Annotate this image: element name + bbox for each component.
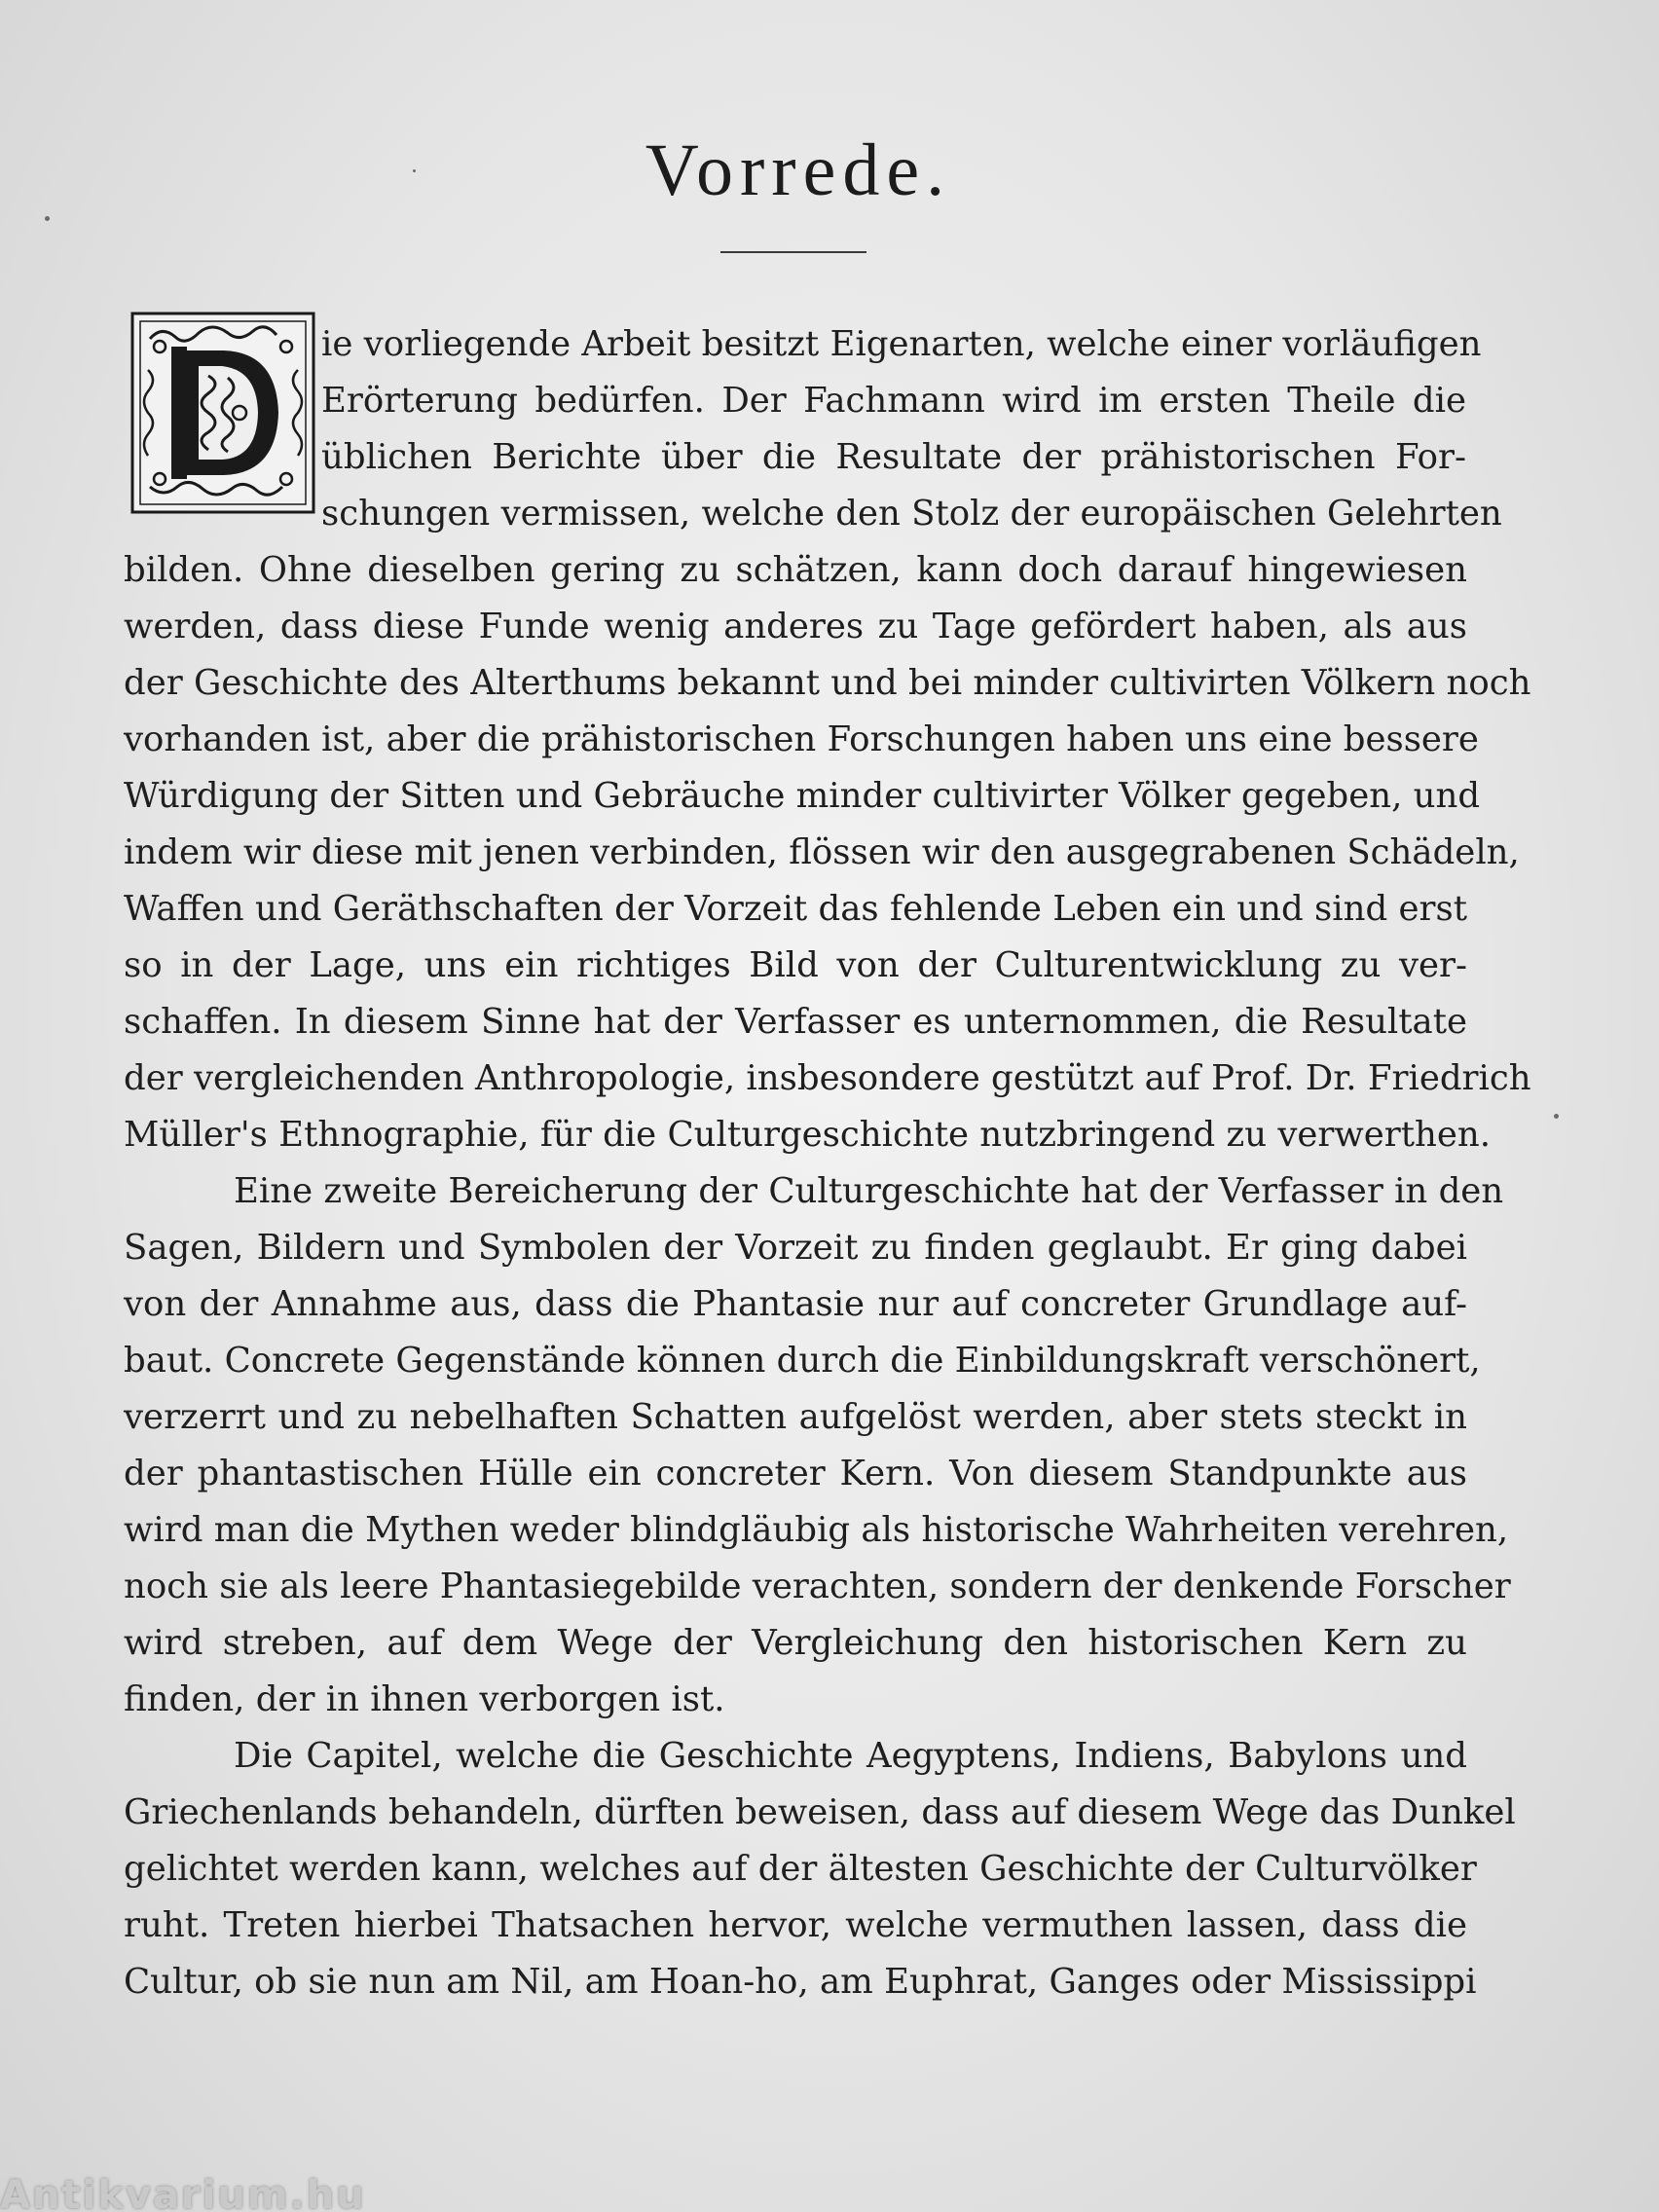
text-line: schaffen. In diesem Sinne hat der Verfasser es unternommen, die Resultate (124, 1002, 1467, 1042)
text-line: ie vorliegende Arbeit besitzt Eigenarten, welche einer vorläufigen (321, 324, 1482, 364)
text-line: bilden. Ohne dieselben gering zu schätzen, kann doch darauf hingewiesen (124, 550, 1467, 590)
text-line: Erörterung bedürfen. Der Fachmann wird im ersten Theile die (321, 381, 1466, 421)
text-line: üblichen Berichte über die Resultate der prähistorischen For- (321, 437, 1466, 477)
text-line: baut. Concrete Gegenstände können durch die Einbildungskraft verschönert, (124, 1341, 1481, 1381)
text-line: vorhanden ist, aber die prähistorischen Forschungen haben uns eine bessere (124, 719, 1479, 759)
text-line: Würdigung der Sitten und Gebräuche minder cultivirter Völker gegeben, und (124, 776, 1481, 816)
text-line: so in der Lage, uns ein richtiges Bild von der Culturentwicklung zu ver- (124, 945, 1467, 985)
text-line: Cultur, ob sie nun am Nil, am Hoan-ho, am Euphrat, Ganges oder Mississippi (124, 1962, 1477, 2002)
text-line: Sagen, Bildern und Symbolen der Vorzeit zu finden geglaubt. Er ging dabei (124, 1228, 1467, 1268)
text-line: von der Annahme aus, dass die Phantasie nur auf concreter Grundlage auf- (124, 1284, 1467, 1324)
text-line: ruht. Treten hierbei Thatsachen hervor, welche vermuthen lassen, dass die (124, 1905, 1467, 1945)
text-line: wird man die Mythen weder blindgläubig als historische Wahrheiten verehren, (124, 1510, 1509, 1550)
text-line: Die Capitel, welche die Geschichte Aegyptens, Indiens, Babylons und (234, 1736, 1467, 1776)
text-line: Eine zweite Bereicherung der Culturgeschichte hat der Verfasser in den (234, 1171, 1504, 1211)
text-line: der Geschichte des Alterthums bekannt und bei minder cultivirten Völkern noch (124, 663, 1531, 703)
text-line: schungen vermissen, welche den Stolz der europäischen Gelehrten (321, 494, 1502, 534)
watermark-text: Antikvarium.hu (0, 2173, 366, 2212)
text-line: Waffen und Geräthschaften der Vorzeit das fehlende Leben ein und sind erst (124, 889, 1467, 929)
page-title: Vorrede. (645, 129, 952, 211)
text-line: werden, dass diese Funde wenig anderes zu Tage gefördert haben, als aus (124, 607, 1467, 646)
text-line: finden, der in ihnen verborgen ist. (124, 1679, 725, 1719)
text-line: der vergleichenden Anthropologie, insbesondere gestützt auf Prof. Dr. Friedrich (124, 1058, 1531, 1098)
text-line: gelichtet werden kann, welches auf der ältesten Geschichte der Culturvölker (124, 1849, 1477, 1889)
text-line: indem wir diese mit jenen verbinden, flössen wir den ausgegrabenen Schädeln, (124, 832, 1520, 872)
text-line: noch sie als leere Phantasiegebilde verachten, sondern der denkende Forscher (124, 1567, 1511, 1606)
text-line: Müller's Ethnographie, für die Culturgeschichte nutzbringend zu verwerthen. (124, 1115, 1492, 1155)
text-line: wird streben, auf dem Wege der Vergleichung den historischen Kern zu (124, 1623, 1467, 1663)
text-line: der phantastischen Hülle ein concreter Kern. Von diesem Standpunkte aus (124, 1454, 1467, 1493)
paper-speck (45, 216, 50, 221)
paper-speck (1554, 1114, 1559, 1119)
paper-speck (413, 169, 416, 172)
text-line: Griechenlands behandeln, dürften beweisen, dass auf diesem Wege das Dunkel (124, 1792, 1516, 1832)
text-line: verzerrt und zu nebelhaften Schatten aufgelöst werden, aber stets steckt in (124, 1397, 1467, 1437)
